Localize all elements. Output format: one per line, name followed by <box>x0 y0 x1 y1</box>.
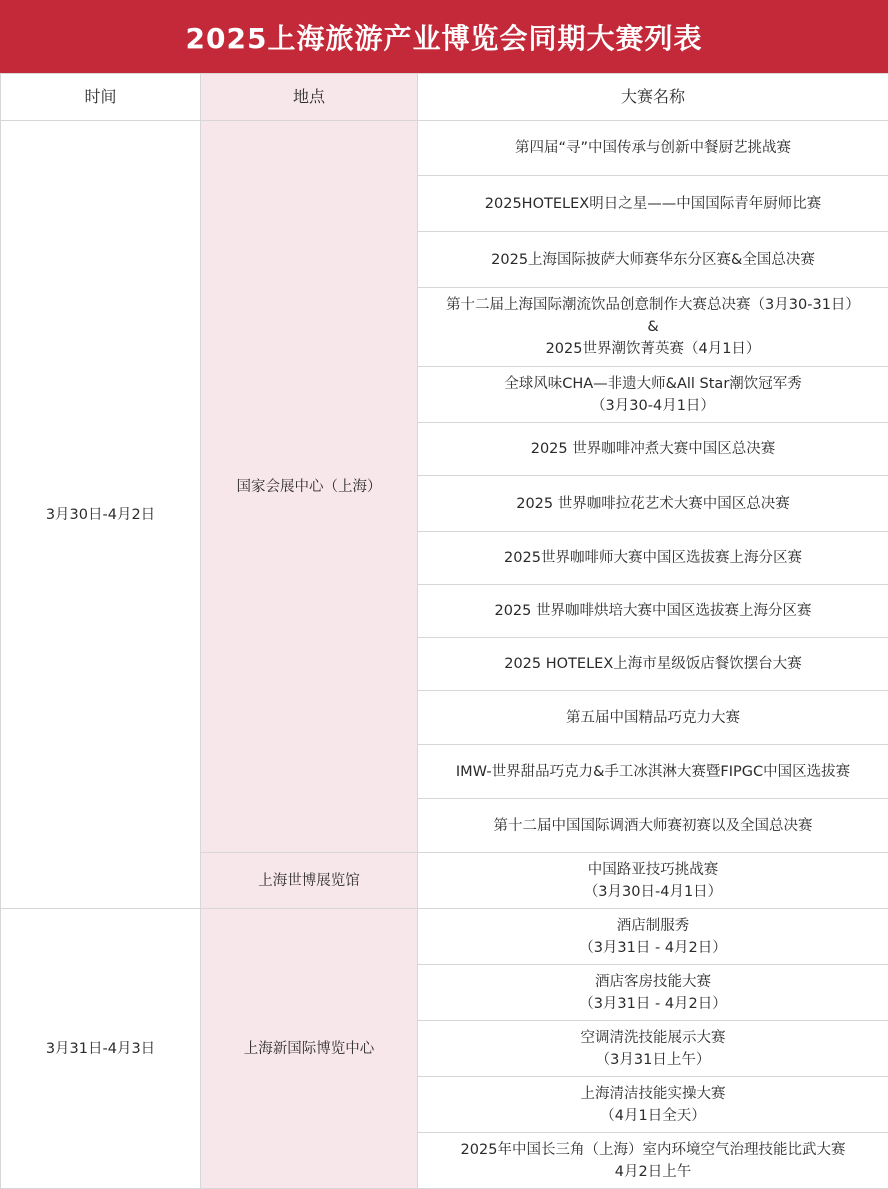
competition-cell <box>418 476 888 532</box>
table-header-row <box>1 74 888 121</box>
competition-name: 2025 世界咖啡烘培大赛中国区选拔赛上海分区赛 <box>418 600 888 622</box>
competition-cell <box>418 121 888 176</box>
competition-name: 全球风味CHA—非遗大师&All Star潮饮冠军秀 （3月30-4月1日） <box>418 373 888 417</box>
competition-cell <box>418 532 888 585</box>
competition-name: 第十二届中国国际调酒大师赛初赛以及全国总决赛 <box>418 815 888 837</box>
competition-cell <box>418 367 888 423</box>
competition-name: 上海清洁技能实操大赛 （4月1日全天） <box>418 1083 888 1127</box>
competition-name: 空调清洗技能展示大赛 （3月31日上午） <box>418 1027 888 1071</box>
location-cell: 上海世博展览馆 <box>201 853 418 909</box>
competition-cell <box>418 1021 888 1077</box>
competition-cell <box>418 965 888 1021</box>
competition-cell <box>418 232 888 288</box>
location-cell: 上海新国际博览中心 <box>201 909 418 1189</box>
title-banner <box>0 0 888 73</box>
location-cell: 国家会展中心（上海） <box>201 121 418 853</box>
column-header-time: 时间 <box>1 74 201 121</box>
competition-name: 2025 世界咖啡拉花艺术大赛中国区总决赛 <box>418 493 888 515</box>
competition-cell <box>418 176 888 232</box>
table-row <box>1 121 888 176</box>
table-row <box>1 909 888 965</box>
competition-cell <box>418 288 888 367</box>
competition-name: 酒店制服秀 （3月31日 - 4月2日） <box>418 915 888 959</box>
competition-name: 2025世界咖啡师大赛中国区选拔赛上海分区赛 <box>418 547 888 569</box>
time-cell: 3月30日-4月2日 <box>1 121 201 909</box>
competition-name: 2025上海国际披萨大师赛华东分区赛&全国总决赛 <box>418 249 888 271</box>
competition-cell <box>418 585 888 638</box>
competition-cell <box>418 691 888 745</box>
competition-name: 第四届“寻”中国传承与创新中餐厨艺挑战赛 <box>418 137 888 159</box>
competition-cell <box>418 909 888 965</box>
competition-name: 第五届中国精品巧克力大赛 <box>418 707 888 729</box>
competition-name: 酒店客房技能大赛 （3月31日 - 4月2日） <box>418 971 888 1015</box>
competition-name: 中国路亚技巧挑战赛 （3月30日-4月1日） <box>418 859 888 903</box>
competition-cell <box>418 638 888 691</box>
column-header-location: 地点 <box>201 74 418 121</box>
competition-cell <box>418 423 888 476</box>
competition-cell <box>418 1133 888 1189</box>
competition-name: 2025HOTELEX明日之星——中国国际青年厨师比赛 <box>418 193 888 215</box>
competition-table <box>0 73 888 1189</box>
competition-name: 2025 HOTELEX上海市星级饭店餐饮摆台大赛 <box>418 653 888 675</box>
competition-cell <box>418 1077 888 1133</box>
page-title: 2025上海旅游产业博览会同期大赛列表 <box>186 17 703 57</box>
competition-name: 第十二届上海国际潮流饮品创意制作大赛总决赛（3月30-31日） & 2025世界潮饮菁英赛（4月1日） <box>418 294 888 360</box>
competition-name: 2025年中国长三角（上海）室内环境空气治理技能比武大赛 4月2日上午 <box>418 1139 888 1183</box>
column-header-name: 大赛名称 <box>418 74 888 121</box>
time-cell: 3月31日-4月3日 <box>1 909 201 1189</box>
competition-cell <box>418 745 888 799</box>
competition-name: IMW-世界甜品巧克力&手工冰淇淋大赛暨FIPGC中国区选拔赛 <box>418 761 888 783</box>
competition-cell <box>418 799 888 853</box>
competition-name: 2025 世界咖啡冲煮大赛中国区总决赛 <box>418 438 888 460</box>
competition-cell <box>418 853 888 909</box>
